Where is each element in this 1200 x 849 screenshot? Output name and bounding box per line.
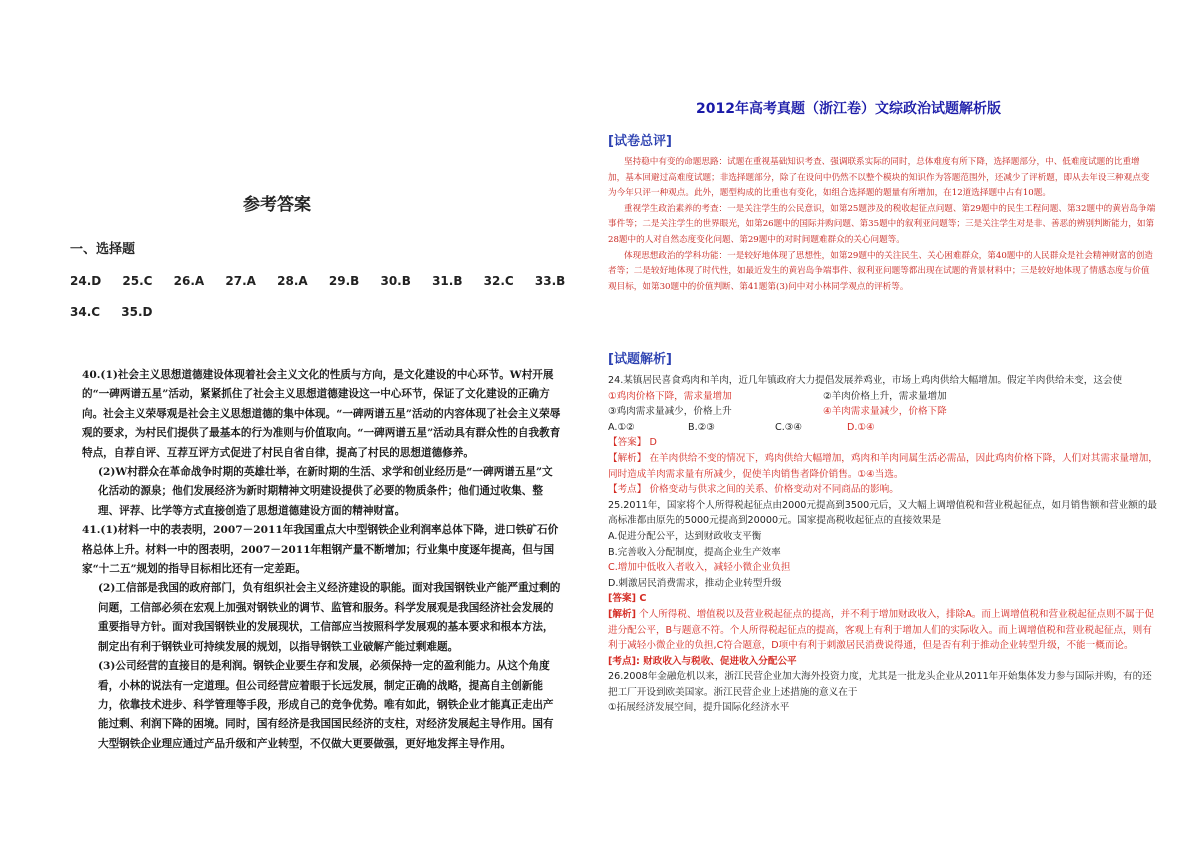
review-paragraph: 重视学生政治素养的考查：一是关注学生的公民意识，如第25题涉及的税收起征点问题、第29题中的民生工程问题、第32题中的黄岩岛争端事件等；二是关注学生的世界眼光，如第26题中的国际并购问题、第35题中的叙利亚问题等；三是关注学生对是非、善恶的辨别判断能力，如第28题中的人对自然态度变化问题、第29题中的对时间题难群众的关心问题等。 — [608, 203, 1156, 245]
answer-value: C — [639, 593, 647, 605]
scan-paragraph: (3)公司经营的直接目的是利润。钢铁企业要生存和发展，必须保持一定的盈利能力。从这个角度看，小林的说法有一定道理。但公司经营应着眼于长远发展，制定正确的战略，提高自主创新能力，依靠技术进步、科学管理等手段，形成自己的竞争优势。唯有如此，钢铁企业才能真正走出产能过剩、利润下降的困境。同时，国有经济是我国国民经济的支柱，对经济发展起主导作用。国有大型钢铁企业理应通过产品升级和产业转型，不仅做大更要做强，更好地发挥主导作用。 — [98, 660, 554, 750]
q24-point — [608, 482, 1158, 498]
q25-option: A.促进分配公平，达到财政收支平衡 — [608, 530, 762, 542]
scan-paragraph: 41.(1)材料一中的表表明，2007－2011年我国重点大中型钢铁企业利润率总体下降，进口铁矿石价格总体上升。材料一中的图表明，2007－2011年粗钢产量不断增加；行业集中度逐年提高，但与国家“十二五”规划的指导目标相比还有一定差距。 — [82, 524, 559, 576]
answer-item: 34.C — [70, 305, 101, 319]
q24-option: ①鸡肉价格下降，需求量增加 — [608, 390, 732, 402]
q24-choice: D.①④ — [847, 421, 875, 433]
review-heading: [试卷总评] — [608, 134, 672, 149]
answer-item: 32.C — [483, 274, 514, 288]
q24-option: ②羊肉价格上升，需求量增加 — [823, 390, 947, 402]
q25-analysis — [608, 607, 1158, 654]
q25-option: C.增加中低收入者收入，减轻小微企业负担 — [608, 562, 791, 574]
point-text: 价格变动与供求之间的关系、价格变动对不同商品的影响。 — [649, 484, 899, 496]
scan-paragraph: (2)W村群众在革命战争时期的英雄壮举，在新时期的生活、求学和创业经历是“一碑两谱五星”文化活动的源泉；他们发展经济为新时期精神文明建设提供了必要的物质条件；他们通过收集、整理、评荐、比学等方式直接创造了思想道德建设方面的精神财富。 — [98, 466, 553, 517]
q24-answer — [608, 435, 1158, 451]
review-paragraph: 体现思想政治的学科功能：一是较好地体现了思想性，如第29题中的关注民生、关心困难群众，第40题中的人民群众是社会精神财富的创造者等；二是较好地体现了时代性，如最近发生的黄岩岛争端事件、叙利亚问题等都出现在试题的背景材料中；三是较好地体现了情感态度与价值观目标，如第30题中的价值判断、第41题第(3)问中对小林同学观点的评析等。 — [608, 250, 1153, 292]
q24-option: ④羊肉需求量减少，价格下降 — [823, 406, 947, 418]
point-text: 财政收入与税收、促进收入分配公平 — [643, 655, 797, 667]
q25-answer — [608, 591, 1158, 607]
q26-option: ①拓展经济发展空间，提升国际化经济水平 — [608, 702, 790, 714]
answer-item: 28.A — [277, 274, 308, 288]
section-title: 一、选择题 — [70, 242, 136, 257]
q26-stem: 26.2008年金融危机以来，浙江民营企业加大海外投资力度，尤其是一批龙头企业从2011年开始集体发力参与国际并购，有的还把工厂开设到欧美国家。浙江民营企业上述措施的意义在于 — [608, 671, 1152, 698]
analysis-heading: [试题解析] — [608, 352, 672, 367]
q24-choice: A.①② — [608, 421, 635, 433]
answer-item: 25.C — [122, 274, 153, 288]
answer-item: 27.A — [225, 274, 256, 288]
q25-stem: 25.2011年，国家将个人所得税起征点由2000元提高到3500元后，又大幅上调增值税和营业税起征点，如月销售额和营业额的最高标准都由原先的5000元提高到20000元。国家提高税收起征点的直接效果是 — [608, 499, 1158, 527]
answers-row-2 — [70, 305, 169, 319]
q24-choice: B.②③ — [688, 421, 715, 433]
scanned-answer-text — [82, 366, 562, 754]
q24-options-row-1 — [608, 389, 1158, 405]
answers-title: 参考答案 — [243, 195, 311, 215]
answer-item: 30.B — [380, 274, 411, 288]
answer-item: 33.B — [534, 274, 566, 288]
q25-option: B.完善收入分配制度，提高企业生产效率 — [608, 546, 781, 558]
scan-paragraph: (2)工信部是我国的政府部门，负有组织社会主义经济建设的职能。面对我国钢铁业产能严重过剩的问题，工信部必须在宏观上加强对钢铁业的调节、监管和服务。科学发展观是我国经济社会发展的重要指导方针。面对我国钢铁业的发展现状，工信部应当按照科学发展观的基本要求和根本方法，制定出有利于钢铁业可持续发展的规划，以指导钢铁工业破解产能过剩难题。 — [98, 582, 561, 653]
review-paragraph: 坚持稳中有变的命题思路：试题在重视基础知识考查、强调联系实际的同时，总体难度有所下降，选择题部分，中、低难度试题的比重增加，基本回避过高难度试题；非选择题部分，除了在设问中仍然不以整个模块的知识作为答题范围外，还减少了评析题，即从去年设三种观点变为今年只评一种观点。此外，题型构成的比重也有变化，如组合选择题的题量有所增加，在12道选择题中占有10题。 — [608, 157, 1150, 199]
answer-item: 26.A — [173, 274, 205, 288]
q24-stem: 24.某镇居民喜食鸡肉和羊肉，近几年镇政府大力提倡发展养鸡业，市场上鸡肉供给大幅增加。假定羊肉供给未变，这会使 — [608, 375, 1123, 386]
q24-option: ③鸡肉需求量减少，价格上升 — [608, 406, 732, 418]
answer-item: 31.B — [432, 274, 463, 288]
point-label: [考点]: — [608, 655, 640, 667]
analysis-text: 在羊肉供给不变的情况下，鸡肉供给大幅增加，鸡肉和羊肉同属生活必需品，因此鸡肉价格下降，人们对其需求量增加，同时造成羊肉需求量有所减少，促使羊肉销售者降价销售。①④当选。 — [608, 452, 1158, 480]
point-label: 【考点】 — [608, 484, 647, 496]
q24-analysis — [608, 451, 1158, 482]
analysis-label: 【解析】 — [608, 452, 647, 464]
review-text — [608, 155, 1156, 295]
answers-row-1 — [70, 274, 582, 288]
analysis-label: [解析] — [608, 608, 636, 620]
page-title: 2012年高考真题（浙江卷）文综政治试题解析版 — [696, 101, 1001, 117]
answer-item: 35.D — [121, 305, 153, 319]
answer-value: D — [649, 437, 657, 449]
q25-point — [608, 654, 1158, 670]
q25-option: D.刺激居民消费需求，推动企业转型升级 — [608, 577, 782, 589]
answer-label: [答案] — [608, 593, 636, 605]
q24-choices — [608, 420, 1158, 436]
q24-options-row-2 — [608, 404, 1158, 420]
scan-paragraph: 40.(1)社会主义思想道德建设体现着社会主义文化的性质与方向，是文化建设的中心环节。W村开展的“一碑两谱五星”活动，紧紧抓住了社会主义思想道德建设这一中心环节，保证了文化建设的正确方向。社会主义荣辱观是社会主义思想道德的集中体现。“一碑两谱五星”活动的内容体现了社会主义荣辱观的要求，为村民们提供了最基本的行为准则与价值取向。“一碑两谱五星”活动具有群众性的自我教育特点，自荐自评、互荐互评方式促进了村民自省自律，提高了村民的思想道德修养。 — [82, 369, 561, 459]
answer-item: 24.D — [70, 274, 102, 288]
q24-choice: C.③④ — [775, 421, 802, 433]
questions — [608, 373, 1158, 716]
answer-item: 29.B — [328, 274, 360, 288]
answer-label: 【答案】 — [608, 437, 647, 449]
analysis-text: 个人所得税、增值税以及营业税起征点的提高，并不利于增加财政收入，排除A。而上调增值税和营业税起征点则不属于促进分配公平，B与题意不符。个人所得税起征点的提高，客观上有利于增加人们的实际收入。而上调增值税和营业税起征点，则有利于减轻小微企业的负担,C符合题意，D项中有利于刺激居民消费说得通，但是否有利于推动企业转型升级，不能一概而论。 — [608, 608, 1155, 652]
